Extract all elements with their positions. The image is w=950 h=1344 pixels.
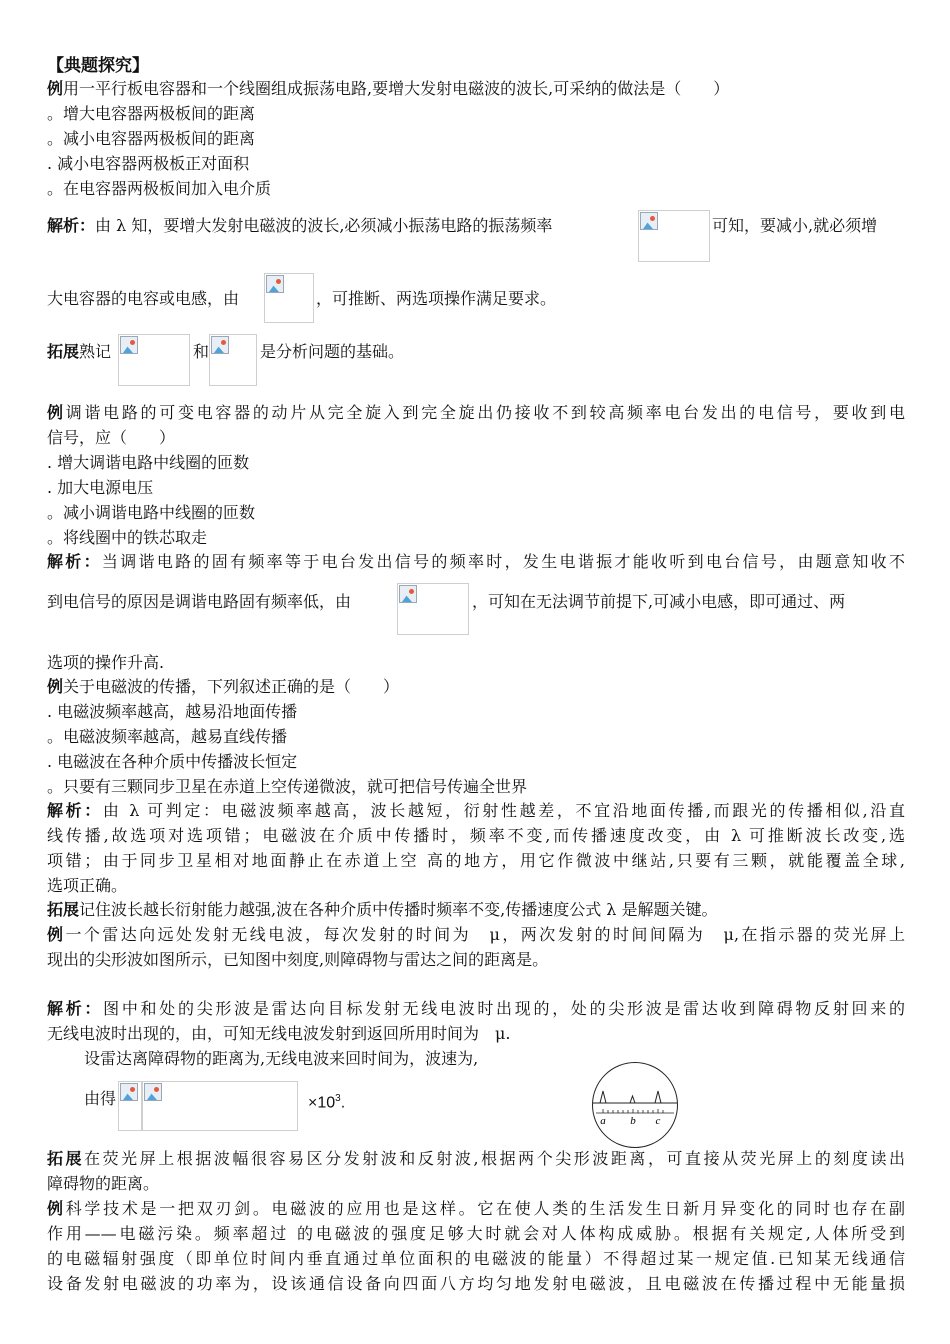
label-a: a xyxy=(600,1115,606,1127)
q3-option-c: . 电磁波在各种介质中传播波长恒定 xyxy=(47,752,298,771)
q3-option-d: 。只要有三颗同步卫星在赤道上空传递微波，就可把信号传遍全世界 xyxy=(47,777,528,796)
q3-analysis-line-4: 选项正确。 xyxy=(47,876,128,895)
q4-analysis-line-1: 解析：图中和处的尖形波是雷达向目标发射无线电波时出现的，处的尖形波是雷达收到障碍物反射回来的 xyxy=(47,999,905,1018)
example-label: 例 xyxy=(47,79,64,98)
q3-option-b: 。电磁波频率越高，越易直线传播 xyxy=(47,727,288,746)
example-label: 例 xyxy=(47,1199,66,1218)
formula-image-placeholder xyxy=(638,210,710,262)
q1-analysis-line-2-end: ，可推断、两选项操作满足要求。 xyxy=(316,289,557,308)
q4-analysis-line-4: 由得 xyxy=(84,1089,117,1108)
q4-extend-line-1: 拓展在荧光屏上根据波幅很容易区分发射波和反射波,根据两个尖形波距离，可直接从荧光屏上的刻度读出 xyxy=(47,1149,905,1168)
question-4-stem-line-2: 现出的尖形波如图所示，已知图中刻度,则障碍物与雷达之间的距离是。 xyxy=(47,950,549,969)
q1-analysis-line-1: 解析：由 λ 知，要增大发射电磁波的波长,必须减小振荡电路的振荡频率 xyxy=(47,216,553,235)
screen-circle xyxy=(593,1063,678,1148)
q4-analysis-line-4-end: $\times 10^3$. xyxy=(308,1093,346,1112)
broken-image-icon xyxy=(266,275,284,293)
question-4-stem-line-1: 例一个雷达向远处发射无线电波，每次发射的时间为 μ，两次发射的时间间隔为 μ,在指示器的荧光屏上 xyxy=(47,925,905,944)
example-label: 例 xyxy=(47,925,66,944)
question-3-stem: 例关于电磁波的传播，下列叙述正确的是（ ） xyxy=(47,677,400,696)
formula-image-placeholder xyxy=(209,334,257,386)
q4-analysis-line-2: 无线电波时出现的，由，可知无线电波发射到返回所用时间为 μ. xyxy=(47,1024,511,1043)
question-1-stem: 例用一平行板电容器和一个线圈组成振荡电路,要增大发射电磁波的波长,可采纳的做法是（ ） xyxy=(47,79,730,98)
q1-option-d: 。在电容器两极板间加入电介质 xyxy=(47,179,272,198)
analysis-label: 解析： xyxy=(47,801,103,820)
formula-image-placeholder xyxy=(118,1081,142,1131)
broken-image-icon xyxy=(144,1083,162,1101)
extend-label: 拓展 xyxy=(47,1149,85,1168)
q3-analysis-line-2: 线传播,故选项对选项错；电磁波在介质中传播时，频率不变,而传播速度改变，由 λ 可推断波长改变,选 xyxy=(47,826,905,845)
example-label: 例 xyxy=(47,403,66,422)
broken-image-icon xyxy=(640,212,658,230)
q1-option-b: 。减小电容器两极板间的距离 xyxy=(47,129,256,148)
question-5-line-2: 作用——电磁污染。频率超过 的电磁波的强度足够大时就会对人体构成威胁。根据有关规定,人体所受到 xyxy=(47,1224,905,1243)
question-2-stem-line-2: 信号，应（ ） xyxy=(47,428,176,447)
broken-image-icon xyxy=(211,336,229,354)
q1-analysis-line-2: 大电容器的电容或电感，由 xyxy=(47,289,240,308)
q1-analysis-line-1-end: 可知，要减小,就必须增 xyxy=(712,216,878,235)
broken-image-icon xyxy=(120,1083,138,1101)
analysis-label: 解析： xyxy=(47,552,102,571)
broken-image-icon xyxy=(399,585,417,603)
formula-image-placeholder xyxy=(397,583,469,635)
q1-option-a: 。增大电容器两极板间的距离 xyxy=(47,104,256,123)
analysis-label: 解析： xyxy=(47,216,96,235)
q2-analysis-line-2: 到电信号的原因是调谐电路固有频率低，由 xyxy=(47,592,352,611)
q4-analysis-line-3: 设雷达离障碍物的距离为,无线电波来回时间为，波速为, xyxy=(84,1049,479,1068)
broken-image-icon xyxy=(120,336,138,354)
q1-option-c: . 减小电容器两极板正对面积 xyxy=(47,154,250,173)
q4-extend-line-2: 障碍物的距离。 xyxy=(47,1174,160,1193)
question-5-line-3: 的电磁辐射强度（即单位时间内垂直通过单位面积的电磁波的能量）不得超过某一规定值.已知某无线通信 xyxy=(47,1249,905,1268)
q2-option-c: 。减小调谐电路中线圈的匝数 xyxy=(47,503,256,522)
q2-option-d: 。将线圈中的铁芯取走 xyxy=(47,528,208,547)
q1-extend-and: 和 xyxy=(193,342,210,361)
label-b: b xyxy=(630,1115,636,1127)
q1-extend-end: 是分析问题的基础。 xyxy=(260,342,405,361)
radar-screen-figure xyxy=(591,1061,679,1149)
formula-image-placeholder xyxy=(142,1081,298,1131)
q2-option-b: . 加大电源电压 xyxy=(47,478,154,497)
question-5-line-1: 例科学技术是一把双刃剑。电磁波的应用也是这样。它在使人类的生活发生日新月异变化的同时也存在副 xyxy=(47,1199,905,1218)
label-c: c xyxy=(655,1115,661,1127)
formula-image-placeholder xyxy=(118,334,190,386)
extend-label: 拓展 xyxy=(47,900,80,919)
q2-analysis-line-2-end: ，可知在无法调节前提下,可减小电感，即可通过、两 xyxy=(472,592,846,611)
analysis-label: 解析： xyxy=(47,999,104,1018)
extend-label: 拓展 xyxy=(47,342,80,361)
q2-analysis-line-3: 选项的操作升高. xyxy=(47,653,165,672)
q3-analysis-line-3: 项错；由于同步卫星相对地面静止在赤道上空 高的地方，用它作微波中继站,只要有三颗，就能覆盖全球, xyxy=(47,851,905,870)
example-label: 例 xyxy=(47,677,64,696)
q3-option-a: . 电磁波频率越高，越易沿地面传播 xyxy=(47,702,298,721)
q3-analysis-line-1: 解析：由 λ 可判定：电磁波频率越高，波长越短，衍射性越差，不宜沿地面传播,而跟光的传播相似,沿直 xyxy=(47,801,905,820)
q2-option-a: . 增大调谐电路中线圈的匝数 xyxy=(47,453,250,472)
section-title: 【典题探究】 xyxy=(47,56,149,76)
question-2-stem-line-1: 例调谐电路的可变电容器的动片从完全旋入到完全旋出仍接收不到较高频率电台发出的电信号，要收到电 xyxy=(47,403,905,422)
formula-image-placeholder xyxy=(264,273,314,323)
q3-extend: 拓展记住波长越长衍射能力越强,波在各种介质中传播时频率不变,传播速度公式 λ 是解题关键。 xyxy=(47,900,718,919)
q2-analysis-line-1: 解析：当调谐电路的固有频率等于电台发出信号的频率时，发生电谐振才能收听到电台信号，由题意知收不 xyxy=(47,552,905,571)
q1-extend: 拓展熟记 xyxy=(47,342,112,361)
question-5-line-4: 设备发射电磁波的功率为，设该通信设备向四面八方均匀地发射电磁波，且电磁波在传播过程中无能量损 xyxy=(47,1274,905,1293)
